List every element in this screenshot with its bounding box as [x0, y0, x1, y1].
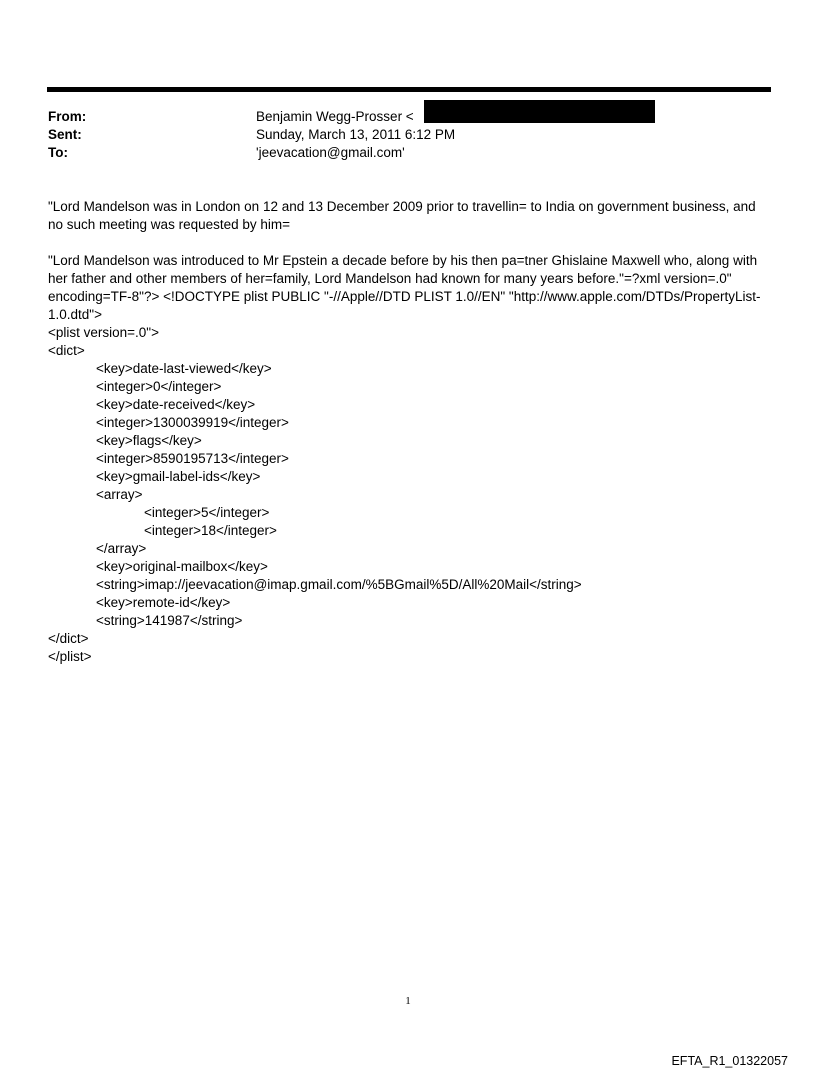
- plist-line: <plist version=.0">: [48, 325, 159, 340]
- sent-row: [48, 126, 768, 144]
- plist-line: </dict>: [48, 631, 89, 646]
- plist-line: <key>original-mailbox</key>: [96, 559, 268, 574]
- plist-line: <key>flags</key>: [96, 433, 202, 448]
- to-label: To:: [48, 145, 68, 160]
- plist-line: <integer>8590195713</integer>: [96, 451, 289, 466]
- plist-line: <integer>18</integer>: [144, 523, 277, 538]
- to-value: 'jeevacation@gmail.com': [256, 145, 405, 160]
- plist-line: <string>141987</string>: [96, 613, 243, 628]
- to-row: [48, 144, 768, 162]
- plist-line: <array>: [96, 487, 143, 502]
- plist-block: [48, 324, 768, 666]
- plist-line: <dict>: [48, 343, 85, 358]
- plist-line: <key>date-received</key>: [96, 397, 256, 412]
- plist-line: <integer>0</integer>: [96, 379, 222, 394]
- plist-line: </plist>: [48, 649, 92, 664]
- plist-line: </array>: [96, 541, 147, 556]
- from-value: Benjamin Wegg-Prosser <: [256, 109, 414, 124]
- plist-line: <integer>1300039919</integer>: [96, 415, 289, 430]
- email-header: [48, 108, 768, 162]
- email-body: [48, 198, 768, 666]
- plist-line: <key>date-last-viewed</key>: [96, 361, 272, 376]
- sent-label: Sent:: [48, 127, 82, 142]
- document-id: EFTA_R1_01322057: [671, 1054, 788, 1068]
- plist-line: <key>remote-id</key>: [96, 595, 231, 610]
- body-paragraph-1: "Lord Mandelson was in London on 12 and 13 December 2009 prior to travellin= to India on government business, and no such meeting was requested by him=: [48, 199, 756, 232]
- plist-line: <key>gmail-label-ids</key>: [96, 469, 261, 484]
- header-divider: [47, 87, 771, 92]
- plist-line: <integer>5</integer>: [144, 505, 270, 520]
- plist-line: <string>imap://jeevacation@imap.gmail.com/%5BGmail%5D/All%20Mail</string>: [96, 577, 582, 592]
- from-row: [48, 108, 768, 126]
- sent-value: Sunday, March 13, 2011 6:12 PM: [256, 127, 456, 142]
- from-label: From:: [48, 109, 87, 124]
- redaction-box: [424, 100, 655, 123]
- page-number: 1: [405, 995, 411, 1007]
- body-paragraph-2: "Lord Mandelson was introduced to Mr Epstein a decade before by his then pa=tner Ghislaine Maxwell who, along with her father and other members of her=family, Lord Mandelson had known for many years before."=?xml version=.0" encoding=TF-8"?> <!DOCTYPE plist PUBLIC "-//Apple//DTD PLIST 1.0//EN" "http://www.apple.com/DTDs/PropertyList-1.0.dtd">: [48, 253, 761, 322]
